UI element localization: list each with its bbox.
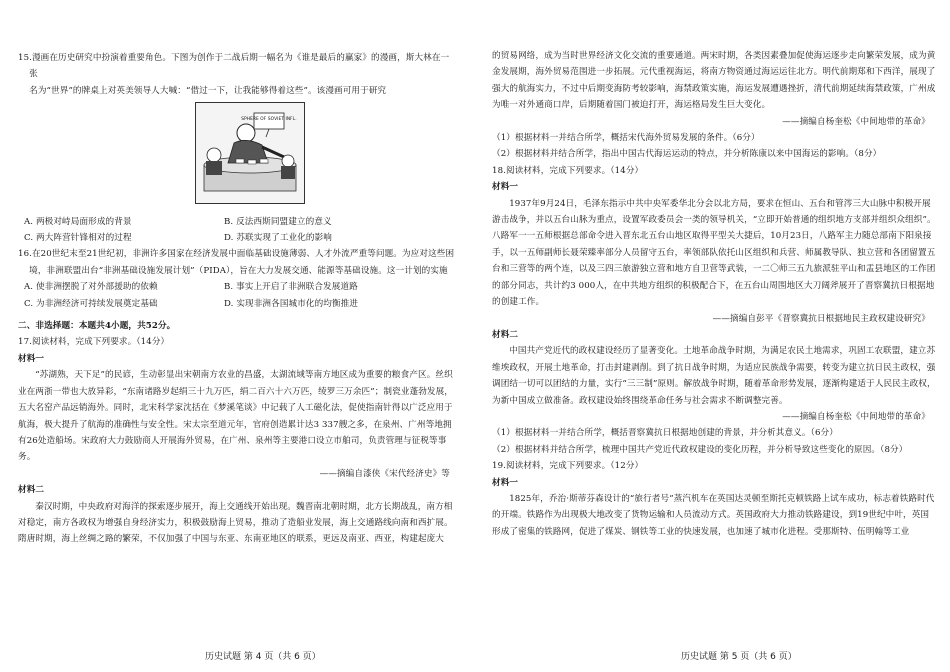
cartoon-sign-text: SPHERE OF SOVIET INFL. xyxy=(241,117,297,123)
q18-material2-label: 材料二 xyxy=(492,329,519,340)
part2-heading: 二、非选择题：本题共4小题，共52分。 xyxy=(18,321,176,332)
left-page xyxy=(18,0,456,672)
q17-material1-source: ——摘编自漆侠《宋代经济史》等 xyxy=(319,468,450,479)
q15-stem: 15.漫画在历史研究中扮演着重要角色。下图为创作于二战后期一幅名为《谁是最后的赢家》的漫画，斯大林在一张 名为“世界”的牌桌上对英美领导人大喊：“借过一下，让我能够得着这些”。该漫画可用于研究 xyxy=(18,53,450,96)
cartoon-image xyxy=(195,102,305,204)
q15-option-a: A. 两极对峙局面形成的背景 xyxy=(24,216,132,227)
q15-option-c: C. 两大阵营针锋相对的过程 xyxy=(24,233,132,244)
q19-material1-label: 材料一 xyxy=(492,477,519,488)
q17-material1-label: 材料一 xyxy=(18,353,45,364)
q18-heading: 18.阅读材料，完成下列要求。（14分） xyxy=(492,165,644,176)
q17-sub2: （2）根据材料并结合所学，指出中国古代海运运动的特点，并分析陈康以来中国海运的影响。（8分） xyxy=(492,149,882,160)
q17-sub1: （1）根据材料一并结合所学，概括宋代海外贸易发展的条件。（6分） xyxy=(492,133,760,144)
q16-option-c: C. 为非洲经济可持续发展奠定基础 xyxy=(24,298,158,309)
q17-material2-continued: 的贸易网络，成为当时世界经济文化交流的重要通道。两宋时期，各类因素叠加促使海运逐步走向繁荣发展，成为黄金发展期，海外贸易范围进一步拓展。元代重视海运，将南方物资通过海运运往北方。明代前期郑和下西洋，展现了强大的航海实力，不过中后期变海防考较影响，海禁政策实施，海运发展遭遇挫折，清代前期延续海禁政策，广州成为唯一对外通商口岸，后期随着国门被迫打开，海运格局发生巨大变化。 xyxy=(492,51,936,111)
q18-sub2: （2）根据材料并结合所学，梳理中国共产党近代政权建设的变化历程，并分析导致这些变化的原因。（8分） xyxy=(492,444,908,455)
right-page xyxy=(492,0,936,672)
q15-option-d: D. 苏联实现了工业化的影响 xyxy=(224,233,332,244)
q16-option-a: A. 使非洲摆脱了对外部援助的依赖 xyxy=(24,282,158,293)
q17-material2-source: ——摘编自杨奎松《中间地带的革命》 xyxy=(782,116,930,127)
page-footer-left: 历史试题 第 4 页（共 6 页） xyxy=(205,652,321,662)
q18-material1-text: 1937年9月24日，毛泽东指示中共中央军委华北分会以北方局，要求在恒山、五台和管涔三大山脉中积极开展游击战争，并以五台山脉为重点，设置军政委员会一类的领导机关，“立即开始普通的组织地方支部并组织众组织”。八路军一一五师根据总部命令进入晋东北五台山地区取得平型关大捷后，10月23日，八路军主力随总部南下阳泉接手，以一五师副师长聂荣臻率部分人员留守五台，率领部队依托山区组织和兵营、师属教导队、独立营和各团留置五台和三营等的两个连，以及三四三旅游独立营和地方自卫营等武装，一二〇师三五九旅派驻平山和盂县地区的工作团的部分同志，共计约3 000人，在中共地方组织的积极配合下，在五台山周围地区大刀阔斧展开了晋察冀抗日根据地的创建工作。 xyxy=(492,198,936,308)
q16-option-d: D. 实现非洲各国城市化的均衡推进 xyxy=(224,298,359,309)
q15-options xyxy=(24,214,456,247)
q17-material1-text: “苏湖熟，天下足”的民谚，生动彰显出宋朝南方农业的昌盛，太湖流域等南方地区成为重要的粮食产区。丝织业在两浙一带也大放异彩，“东南诸路岁起绢三十九万匹，绢二百六十六万匹，绫罗三万余匹”；制瓷业蓬勃发展，五大名窑产品远销海外。同时，北宋科学家沈括在《梦溪笔谈》中记载了人工磁化法，促使指南针得以广泛应用于航海，极大提升了航海的准确性与安全性。宋太宗至道元年，官府创造累计达3 337艘之多，在泉州、广州等地拥有26处造船场。宋政府大力鼓励商人开展海外贸易，在广州、泉州等主要港口设立市舶司，负责管理与征税等事务。 xyxy=(18,370,453,463)
q18-sub1: （1）根据材料一并结合所学，概括晋察冀抗日根据地创建的背景，并分析其意义。（6分） xyxy=(492,428,838,439)
q16-options xyxy=(24,279,456,312)
q15-option-b: B. 反法西斯同盟建立的意义 xyxy=(224,216,332,227)
q18-material2-text: 中国共产党近代的政权建设经历了显著变化。土地革命战争时期，为满足农民土地需求，巩固工农联盟，建立苏维埃政权，开展土地革命，打击封建剥削。到了抗日战争时期，为适应民族战争需要，转变为建立抗日民主政权，强调团结一切可以团结的力量，实行“三三制”原则。解放战争时期，随着革命形势发展，逐渐构建适于人民民主政权，为新中国成立做准备。政权建设始终围绕革命任务与社会需求不断调整完善。 xyxy=(492,346,936,406)
q18-material1-label: 材料一 xyxy=(492,182,519,193)
page-footer-right: 历史试题 第 5 页（共 6 页） xyxy=(681,652,797,662)
q16-option-b: B. 事实上开启了非洲联合发展道路 xyxy=(224,282,358,293)
q18-material1-source: ——摘编自彭平《晋察冀抗日根据地民主政权建设研究》 xyxy=(712,313,930,324)
q19-heading: 19.阅读材料，完成下列要求。（12分） xyxy=(492,461,644,472)
q17-material2-text: 秦汉时期，中央政府对海洋的探索逐步展开，海上交通线开始出现。魏晋南北朝时期，北方长期战乱，南方相对稳定，南方各政权为增强自身经济实力，积极鼓励海上贸易，推动了造船业发展，海上交通路线向南和西扩展。隋唐时期，海上丝绸之路的繁荣，不仅加强了中国与东亚、东南亚地区的联系，更远及南亚、西亚，构建起庞大 xyxy=(18,501,453,545)
q18-material2-source: ——摘编自杨奎松《中间地带的革命》 xyxy=(782,411,930,422)
q17-heading: 17.阅读材料，完成下列要求。（14分） xyxy=(18,337,170,348)
q17-material2-label: 材料二 xyxy=(18,485,45,496)
q19-material1-text: 1825年，乔治·斯蒂芬森设计的“旅行者号”蒸汽机车在英国达灵顿至斯托克顿铁路上试车成功，标志着铁路时代的开端。铁路作为出现极大地改变了货物运输和人员流动方式。英国政府大力推动铁路建设，到19世纪中叶，英国形成了密集的铁路网，促进了煤炭、钢铁等工业的快速发展，也加速了城市化进程。受那斯特、伍明翰等工业 xyxy=(492,493,935,537)
q16-stem: 16.在20世纪末至21世纪初，非洲许多国家在经济发展中面临基础设施薄弱、人才外流严重等问题。为应对这些困 境，非洲联盟出台“非洲基础设施发展计划”（PIDA），旨在大力发展交通、能源等基础设施。这一计划的实施 xyxy=(18,249,455,276)
